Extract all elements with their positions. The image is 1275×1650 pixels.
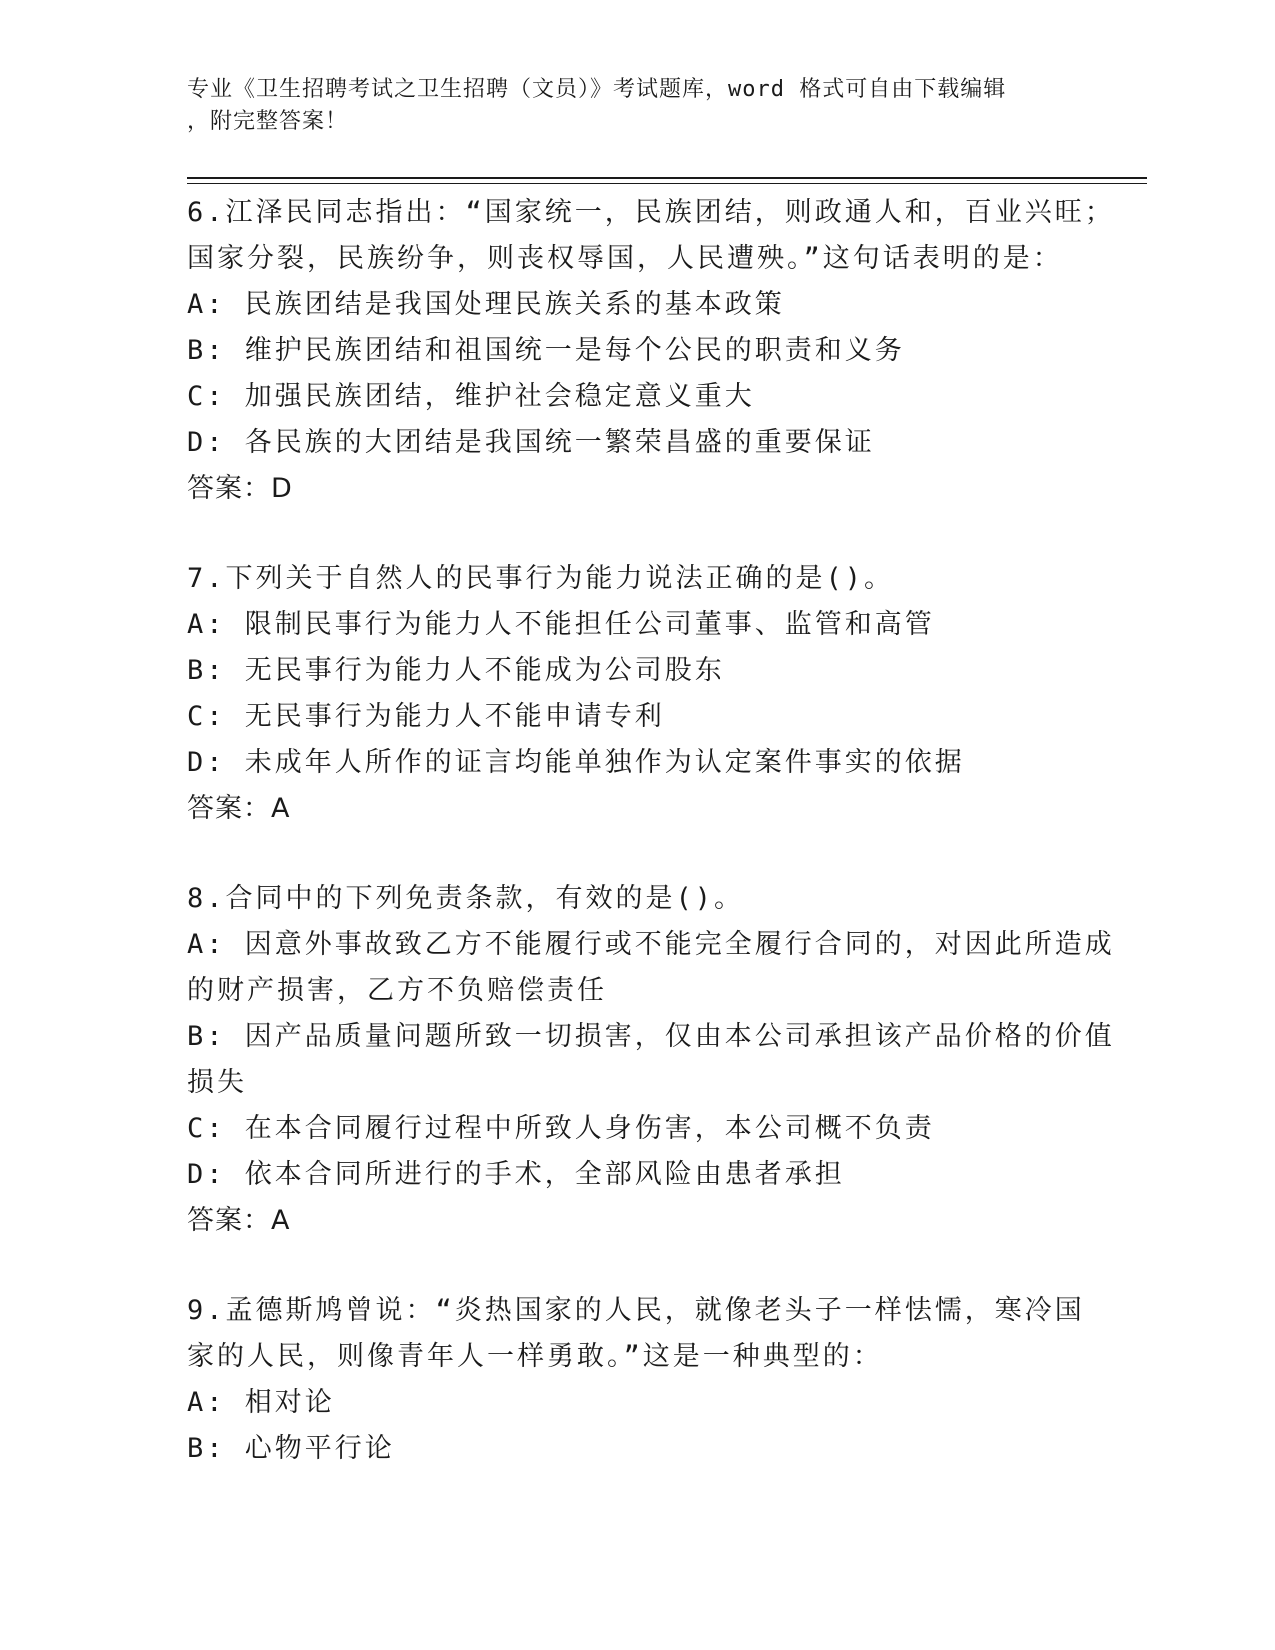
option-item xyxy=(187,1426,1087,1472)
option-line: D: 各民族的大团结是我国统一繁荣昌盛的重要保证 xyxy=(187,427,875,458)
question-spacer xyxy=(187,832,1087,876)
option-item xyxy=(187,1014,1115,1106)
option-line: A: 限制民事行为能力人不能担任公司董事、监管和高管 xyxy=(187,609,935,640)
option-line: A: 民族团结是我国处理民族关系的基本政策 xyxy=(187,289,785,320)
option-item xyxy=(187,922,1115,1014)
option-item xyxy=(187,648,1087,694)
question-block xyxy=(187,556,1087,832)
option-line: C: 在本合同履行过程中所致人身伤害，本公司概不负责 xyxy=(187,1113,935,1144)
option-line: 损失 xyxy=(187,1067,247,1098)
option-item xyxy=(187,1152,1087,1198)
option-item xyxy=(187,1106,1087,1152)
answer-label: 答案：A xyxy=(187,793,291,824)
option-line: B: 心物平行论 xyxy=(187,1433,395,1464)
header-line-1: 专业《卫生招聘考试之卫生招聘（文员）》考试题库，word 格式可自由下载编辑 xyxy=(187,77,1007,102)
question-stem-line: 6.江泽民同志指出：“国家统一，民族团结，则政通人和，百业兴旺； xyxy=(187,197,1115,228)
question-stem-line: 7.下列关于自然人的民事行为能力说法正确的是()。 xyxy=(187,563,895,594)
header-rule-thin xyxy=(187,183,1147,184)
question-stem-line: 9.孟德斯鸠曾说：“炎热国家的人民，就像老头子一样怯懦，寒冷国 xyxy=(187,1295,1085,1326)
question-block xyxy=(187,876,1115,1244)
option-item xyxy=(187,602,1087,648)
header-rule-thick xyxy=(187,177,1147,179)
option-line: D: 未成年人所作的证言均能单独作为认定案件事实的依据 xyxy=(187,747,965,778)
answer-label: 答案：D xyxy=(187,473,293,504)
option-item xyxy=(187,694,1087,740)
question-spacer xyxy=(187,512,1087,556)
question-spacer xyxy=(187,1244,1087,1288)
option-line: C: 加强民族团结，维护社会稳定意义重大 xyxy=(187,381,755,412)
option-line: A: 相对论 xyxy=(187,1387,335,1418)
question-stem-line: 国家分裂，民族纷争，则丧权辱国，人民遭殃。”这句话表明的是： xyxy=(187,243,1063,274)
option-item xyxy=(187,282,1087,328)
question-block xyxy=(187,1288,1087,1472)
option-line: B: 因产品质量问题所致一切损害，仅由本公司承担该产品价格的价值 xyxy=(187,1021,1115,1052)
document-header xyxy=(187,74,1067,138)
option-item xyxy=(187,374,1087,420)
answer-label: 答案：A xyxy=(187,1205,291,1236)
question-stem-line: 家的人民，则像青年人一样勇敢。”这是一种典型的： xyxy=(187,1341,883,1372)
option-line: B: 维护民族团结和祖国统一是每个公民的职责和义务 xyxy=(187,335,905,366)
option-item xyxy=(187,328,1087,374)
header-line-2: ，附完整答案！ xyxy=(187,109,349,134)
option-line: 的财产损害，乙方不负赔偿责任 xyxy=(187,975,607,1006)
option-line: A: 因意外事故致乙方不能履行或不能完全履行合同的，对因此所造成 xyxy=(187,929,1115,960)
option-item xyxy=(187,1380,1087,1426)
question-block xyxy=(187,190,1115,512)
option-line: B: 无民事行为能力人不能成为公司股东 xyxy=(187,655,725,686)
option-item xyxy=(187,420,1087,466)
option-item xyxy=(187,740,1087,786)
option-line: D: 依本合同所进行的手术，全部风险由患者承担 xyxy=(187,1159,845,1190)
option-line: C: 无民事行为能力人不能申请专利 xyxy=(187,701,665,732)
question-list xyxy=(187,187,1115,1472)
question-stem-line: 8.合同中的下列免责条款，有效的是()。 xyxy=(187,883,745,914)
